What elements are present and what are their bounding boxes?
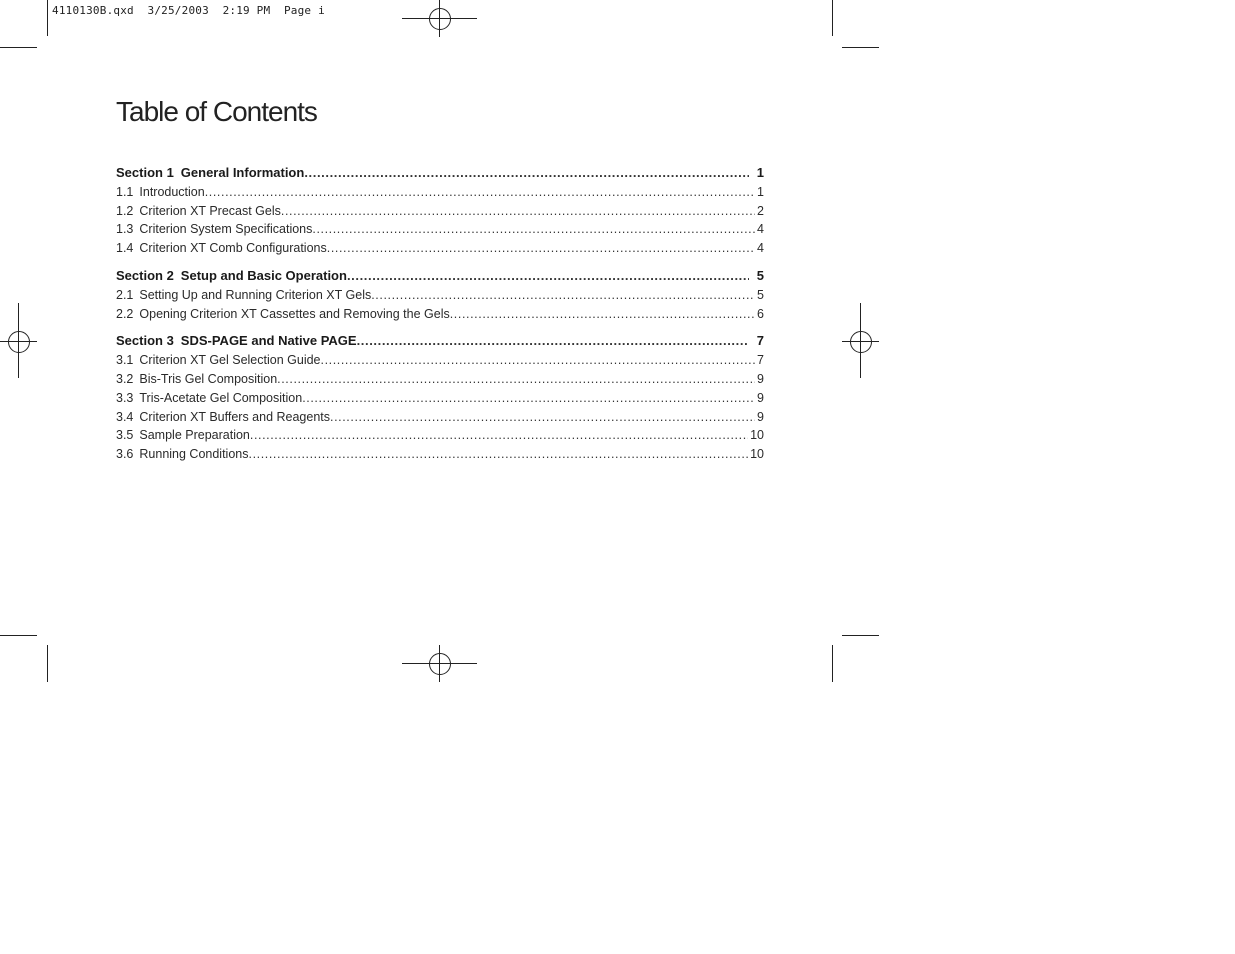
toc-entry-label: Bis-Tris Gel Composition (139, 371, 278, 386)
toc-entry-number: 3.2 (116, 371, 134, 386)
toc-entry-number: 2.2 (116, 306, 134, 321)
toc-entry-number: 1.2 (116, 203, 134, 218)
dot-leader (371, 286, 755, 305)
toc-entry-number: Section 3 (116, 333, 174, 349)
toc-entry[interactable] (116, 351, 764, 370)
toc-entry-page: 2 (757, 203, 764, 218)
toc-section-entry[interactable] (116, 332, 764, 351)
toc-entry-label: Introduction (139, 184, 205, 199)
toc-entry-label: Running Conditions (139, 447, 249, 462)
toc-entry-number: 1.1 (116, 184, 134, 199)
dot-leader (249, 445, 749, 464)
toc-entry[interactable] (116, 389, 764, 408)
crop-mark (842, 635, 879, 636)
toc-entry-label: Criterion XT Comb Configurations (139, 241, 327, 256)
toc-entry[interactable] (116, 202, 764, 221)
dot-leader (205, 183, 755, 202)
toc-entry-label: SDS-PAGE and Native PAGE (180, 333, 357, 349)
toc-entry[interactable] (116, 408, 764, 427)
toc-entry-number: 3.3 (116, 390, 134, 405)
dot-leader (450, 305, 755, 324)
dot-leader (357, 332, 749, 351)
toc-entry-page: 5 (757, 287, 764, 302)
toc-entry-number: 1.3 (116, 222, 134, 237)
toc-entry-page: 5 (756, 267, 764, 283)
dot-leader (302, 389, 755, 408)
toc-entry-label: General Information (180, 165, 305, 180)
dot-leader (281, 202, 755, 221)
toc-entry[interactable] (116, 370, 764, 389)
toc-entry-page: 6 (757, 306, 764, 321)
toc-entry-label: Setup and Basic Operation (180, 267, 347, 283)
crop-mark (0, 47, 37, 48)
toc-section-entry[interactable] (116, 164, 764, 183)
dot-leader (312, 220, 755, 239)
toc-entry-number: 3.4 (116, 409, 134, 424)
toc-entry[interactable] (116, 426, 764, 445)
dot-leader (327, 239, 755, 258)
dot-leader (277, 370, 755, 389)
toc-entry-label: Sample Preparation (139, 428, 250, 443)
dot-leader (250, 426, 748, 445)
toc-entry-page: 4 (757, 241, 764, 256)
toc-entry-label: Criterion XT Gel Selection Guide (139, 353, 321, 368)
crop-mark (0, 635, 37, 636)
toc-entry-number: 3.5 (116, 428, 134, 443)
toc-entry-page: 9 (757, 390, 764, 405)
toc-entry-number: Section 1 (116, 165, 174, 180)
toc-entry-number: 2.1 (116, 287, 134, 302)
crop-mark (832, 645, 833, 682)
toc-entry[interactable] (116, 183, 764, 202)
toc-entry-page: 7 (757, 353, 764, 368)
toc-entry[interactable] (116, 220, 764, 239)
toc-section-entry[interactable] (116, 267, 764, 286)
toc-entry-label: Criterion XT Precast Gels (139, 203, 281, 218)
toc-entry-label: Criterion XT Buffers and Reagents (139, 409, 331, 424)
toc-entry-page: 1 (756, 165, 764, 180)
toc-entry[interactable] (116, 286, 764, 305)
toc-entry-label: Setting Up and Running Criterion XT Gels (139, 287, 372, 302)
toc-entry[interactable] (116, 445, 764, 464)
toc-entry-page: 1 (757, 184, 764, 199)
toc-entry-number: Section 2 (116, 267, 174, 283)
crop-mark (842, 47, 879, 48)
dot-leader (347, 267, 749, 286)
toc-entry-label: Tris-Acetate Gel Composition (139, 390, 303, 405)
crop-mark (47, 0, 48, 36)
toc-entry-number: 3.6 (116, 447, 134, 462)
toc-entry-page: 4 (757, 222, 764, 237)
page-title: Table of Contents (116, 96, 317, 127)
toc-entry-page: 7 (756, 333, 764, 349)
toc-entry[interactable] (116, 239, 764, 258)
toc-entry-number: 1.4 (116, 241, 134, 256)
toc-entry[interactable] (116, 305, 764, 324)
crop-mark (47, 645, 48, 682)
toc-entry-number: 3.1 (116, 353, 134, 368)
dot-leader (330, 408, 755, 427)
toc-entry-label: Opening Criterion XT Cassettes and Removing the Gels (139, 306, 450, 321)
toc-entry-page: 10 (750, 428, 764, 443)
toc-entry-page: 10 (750, 447, 764, 462)
crop-mark (832, 0, 833, 36)
dot-leader (304, 164, 748, 183)
toc-entry-page: 9 (757, 371, 764, 386)
dot-leader (321, 351, 756, 370)
toc-entry-page: 9 (757, 409, 764, 424)
toc-entry-label: Criterion System Specifications (139, 222, 313, 237)
table-of-contents (116, 164, 764, 464)
print-slug: 4110130B.qxd 3/25/2003 2:19 PM Page i (52, 4, 325, 17)
